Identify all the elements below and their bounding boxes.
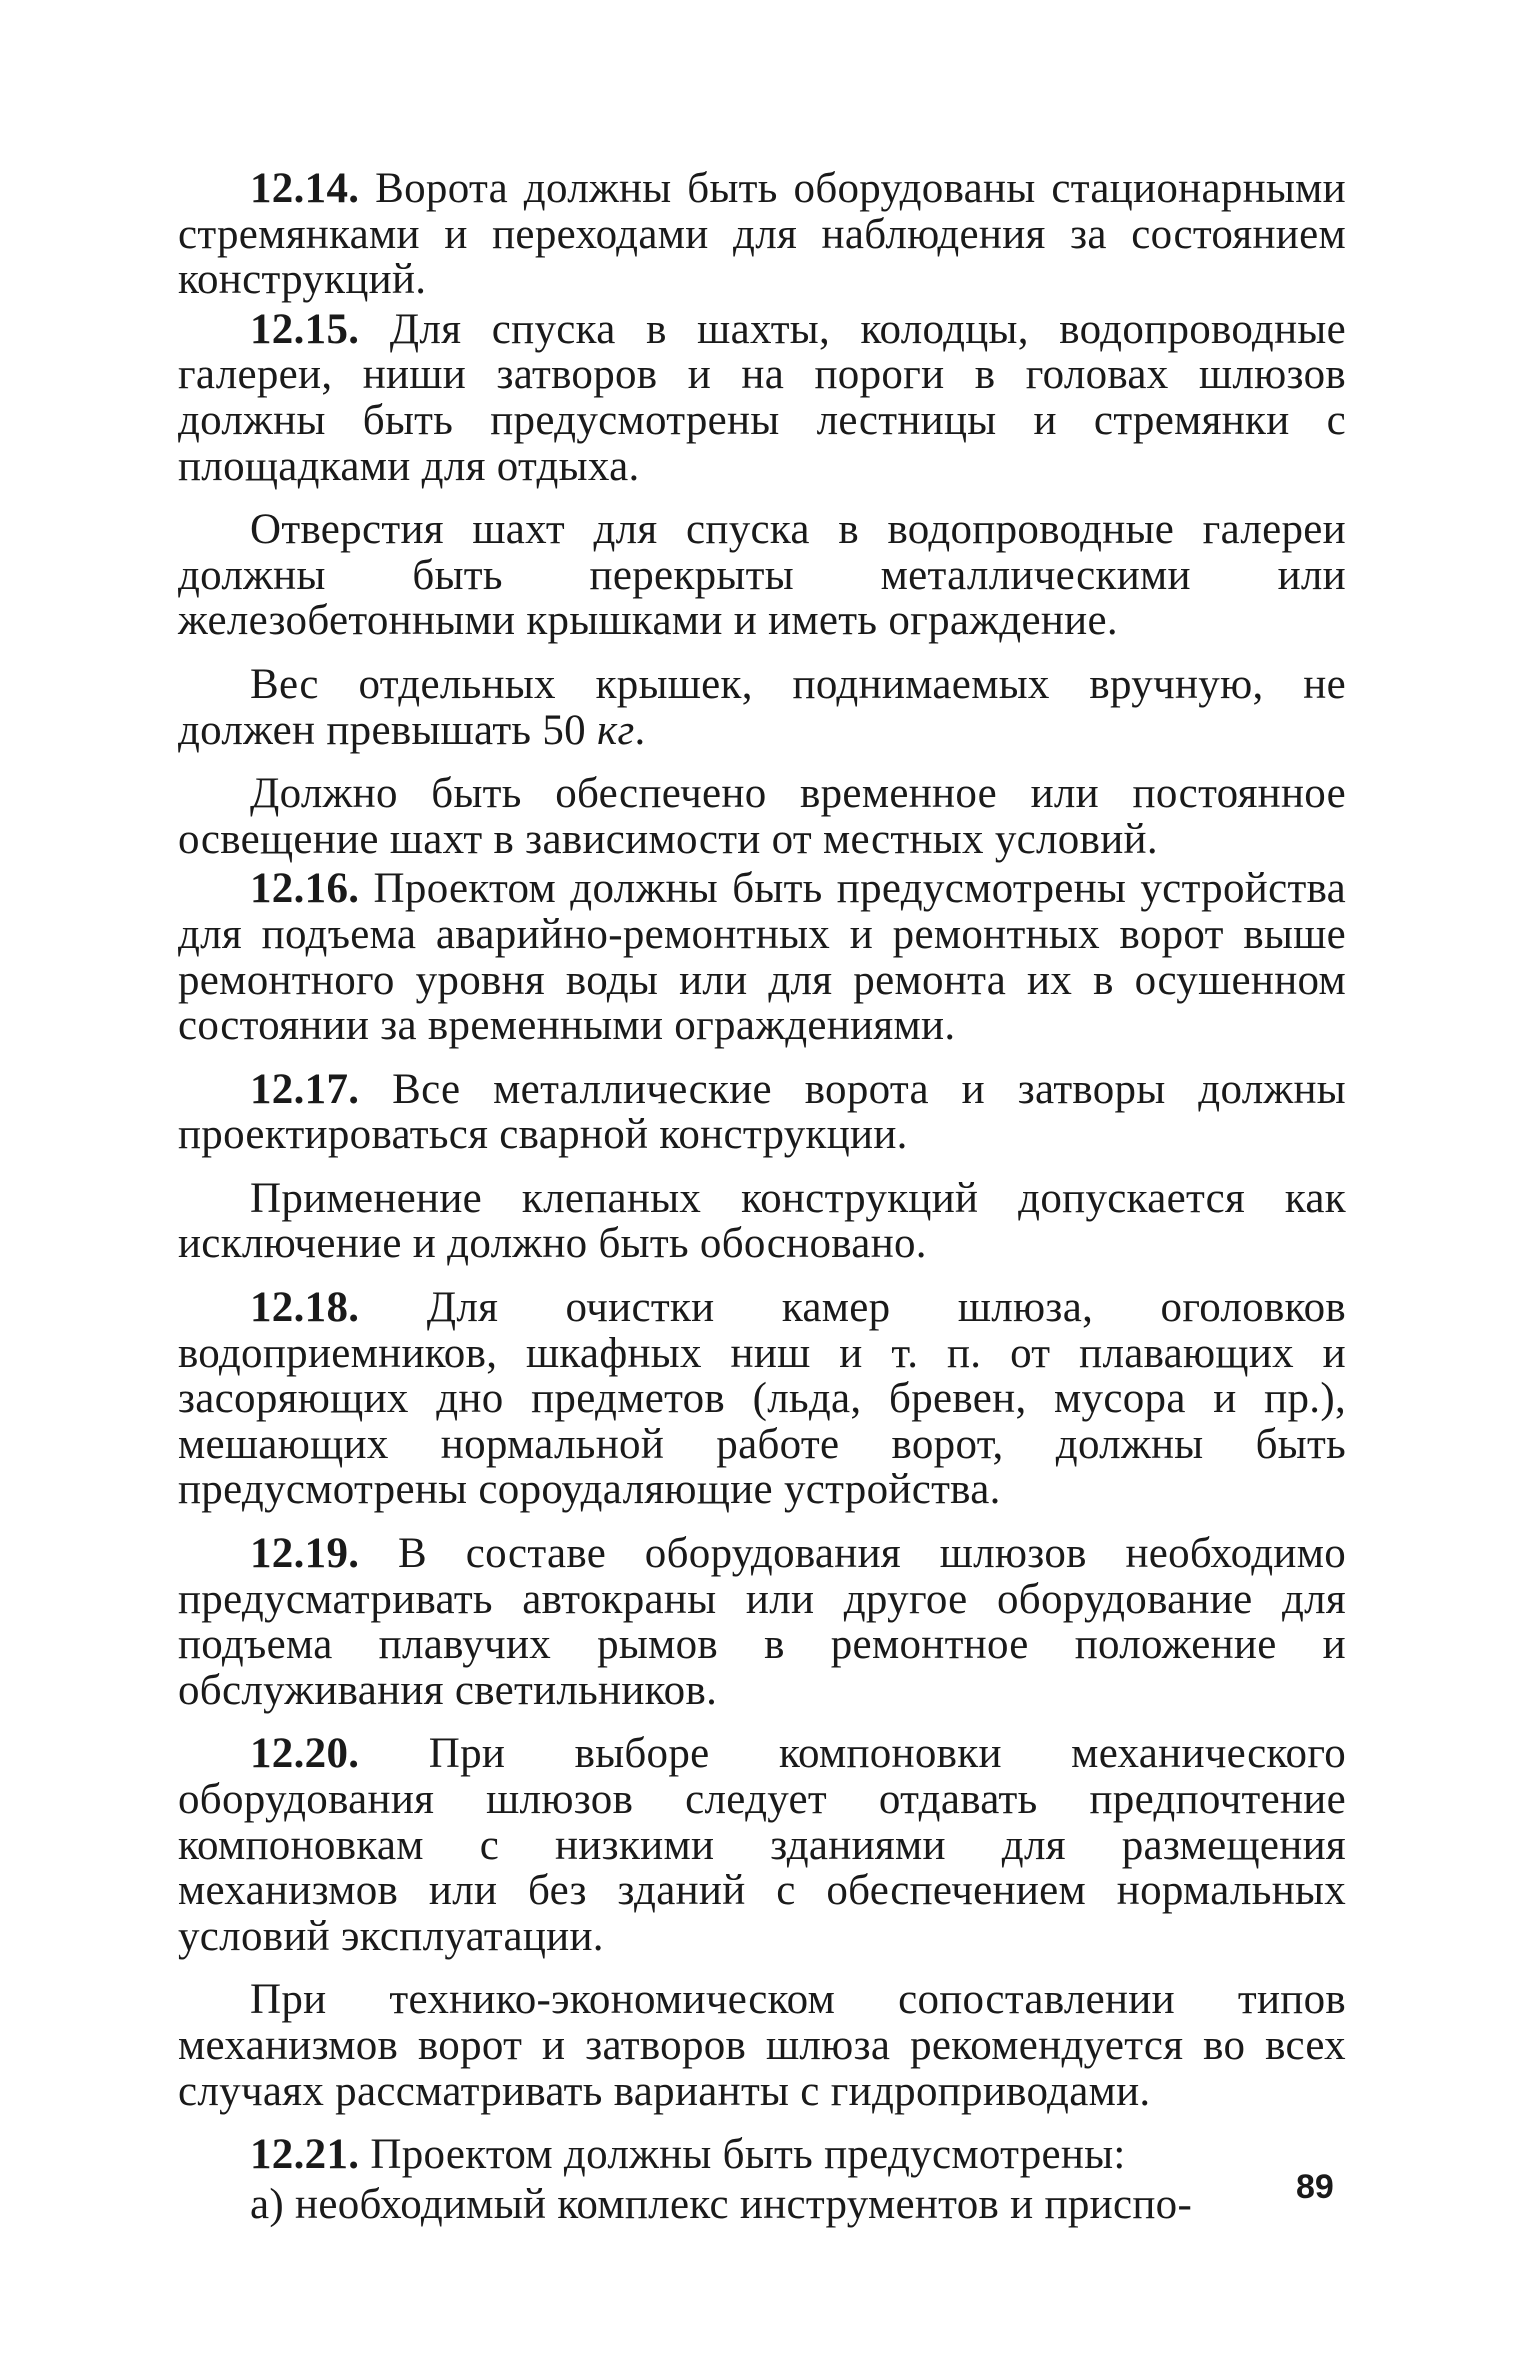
paragraph-text-end: .	[634, 706, 646, 754]
clause-number: 12.14.	[250, 165, 360, 212]
paragraph-text: Должно быть обеспечено временное или постоянное освещение шахт в зависимости от местных условий.	[178, 770, 1346, 863]
clause-number: 12.18.	[250, 1284, 360, 1332]
clause-number: 12.21.	[250, 2131, 360, 2179]
paragraph-text: Вес отдельных крышек, поднимаемых вручную, не должен превышать 50	[178, 660, 1346, 754]
paragraph-text: Проектом должны быть предусмотрены:	[359, 2131, 1126, 2179]
paragraph-hydraulic-drives	[178, 1977, 1346, 2114]
paragraph-12-18	[178, 1285, 1346, 1513]
paragraph-cover-weight	[178, 662, 1346, 753]
paragraph-text: Все металлические ворота и затворы должны проектироваться сварной конструкции.	[178, 1065, 1346, 1159]
paragraph-text: При выборе компоновки механического оборудования шлюзов следует отдавать предпочтение компоновкам с низкими зданиями для размещения механизмов или без зданий с обеспечением нормальных условий эксплуатации.	[178, 1730, 1346, 1960]
paragraph-riveted	[178, 1176, 1346, 1267]
clause-number: 12.16.	[250, 865, 360, 913]
paragraph-text: Для спуска в шахты, колодцы, водопроводные галереи, ниши затворов и на пороги в головах шлюзов должны быть предусмотрены лестницы и стремянки с площадками для отдыха.	[178, 305, 1346, 490]
paragraph-12-21	[178, 2132, 1346, 2178]
paragraph-text: При технико-экономическом сопоставлении типов механизмов ворот и затворов шлюза рекомендуется во всех случаях рассматривать варианты с гидроприводами.	[178, 1976, 1346, 2115]
paragraph-12-15	[178, 307, 1346, 489]
paragraph-12-19	[178, 1531, 1346, 1713]
paragraph-text: Отверстия шахт для спуска в водопроводные галереи должны быть перекрыты металлическими или железобетонными крышками и иметь ограждение.	[178, 506, 1346, 645]
paragraph-12-14	[178, 166, 1346, 303]
paragraph-text: Для очистки камер шлюза, оголовков водоприемников, шкафных ниш и т. п. от плавающих и засоряющих дно предметов (льда, бревен, мусора и пр.), мешающих нормальной работе ворот, должны быть предусмотрены сороудаляющие устройства.	[178, 1284, 1346, 1514]
clause-number: 12.19.	[250, 1530, 360, 1578]
page-number: 89	[1296, 2168, 1334, 2206]
paragraph-text: а) необходимый комплекс инструментов и приспо-	[250, 2180, 1193, 2228]
paragraph-12-20	[178, 1731, 1346, 1959]
paragraph-shaft-lighting	[178, 771, 1346, 862]
clause-number: 12.17.	[250, 1065, 360, 1113]
unit-kg: кг	[597, 706, 635, 754]
paragraph-text: Ворота должны быть оборудованы стационарными стремянками и переходами для наблюдения за состоянием конструкций.	[178, 165, 1346, 304]
paragraph-text: Проектом должны быть предусмотрены устройства для подъема аварийно-ремонтных и ремонтных ворот выше ремонтного уровня воды или для ремонта их в осушенном состоянии за временными ограждениями.	[178, 865, 1346, 1050]
clause-number: 12.15.	[250, 305, 360, 353]
document-page	[178, 166, 1346, 2231]
paragraph-shaft-openings	[178, 507, 1346, 644]
list-item-a	[178, 2182, 1346, 2228]
paragraph-text: В составе оборудования шлюзов необходимо предусматривать автокраны или другое оборудование для подъема плавучих рымов в ремонтное положение и обслуживания светильников.	[178, 1530, 1346, 1714]
paragraph-text: Применение клепаных конструкций допускается как исключение и должно быть обосновано.	[178, 1174, 1346, 1268]
paragraph-12-17	[178, 1067, 1346, 1158]
clause-number: 12.20.	[250, 1730, 360, 1778]
paragraph-12-16	[178, 866, 1346, 1048]
